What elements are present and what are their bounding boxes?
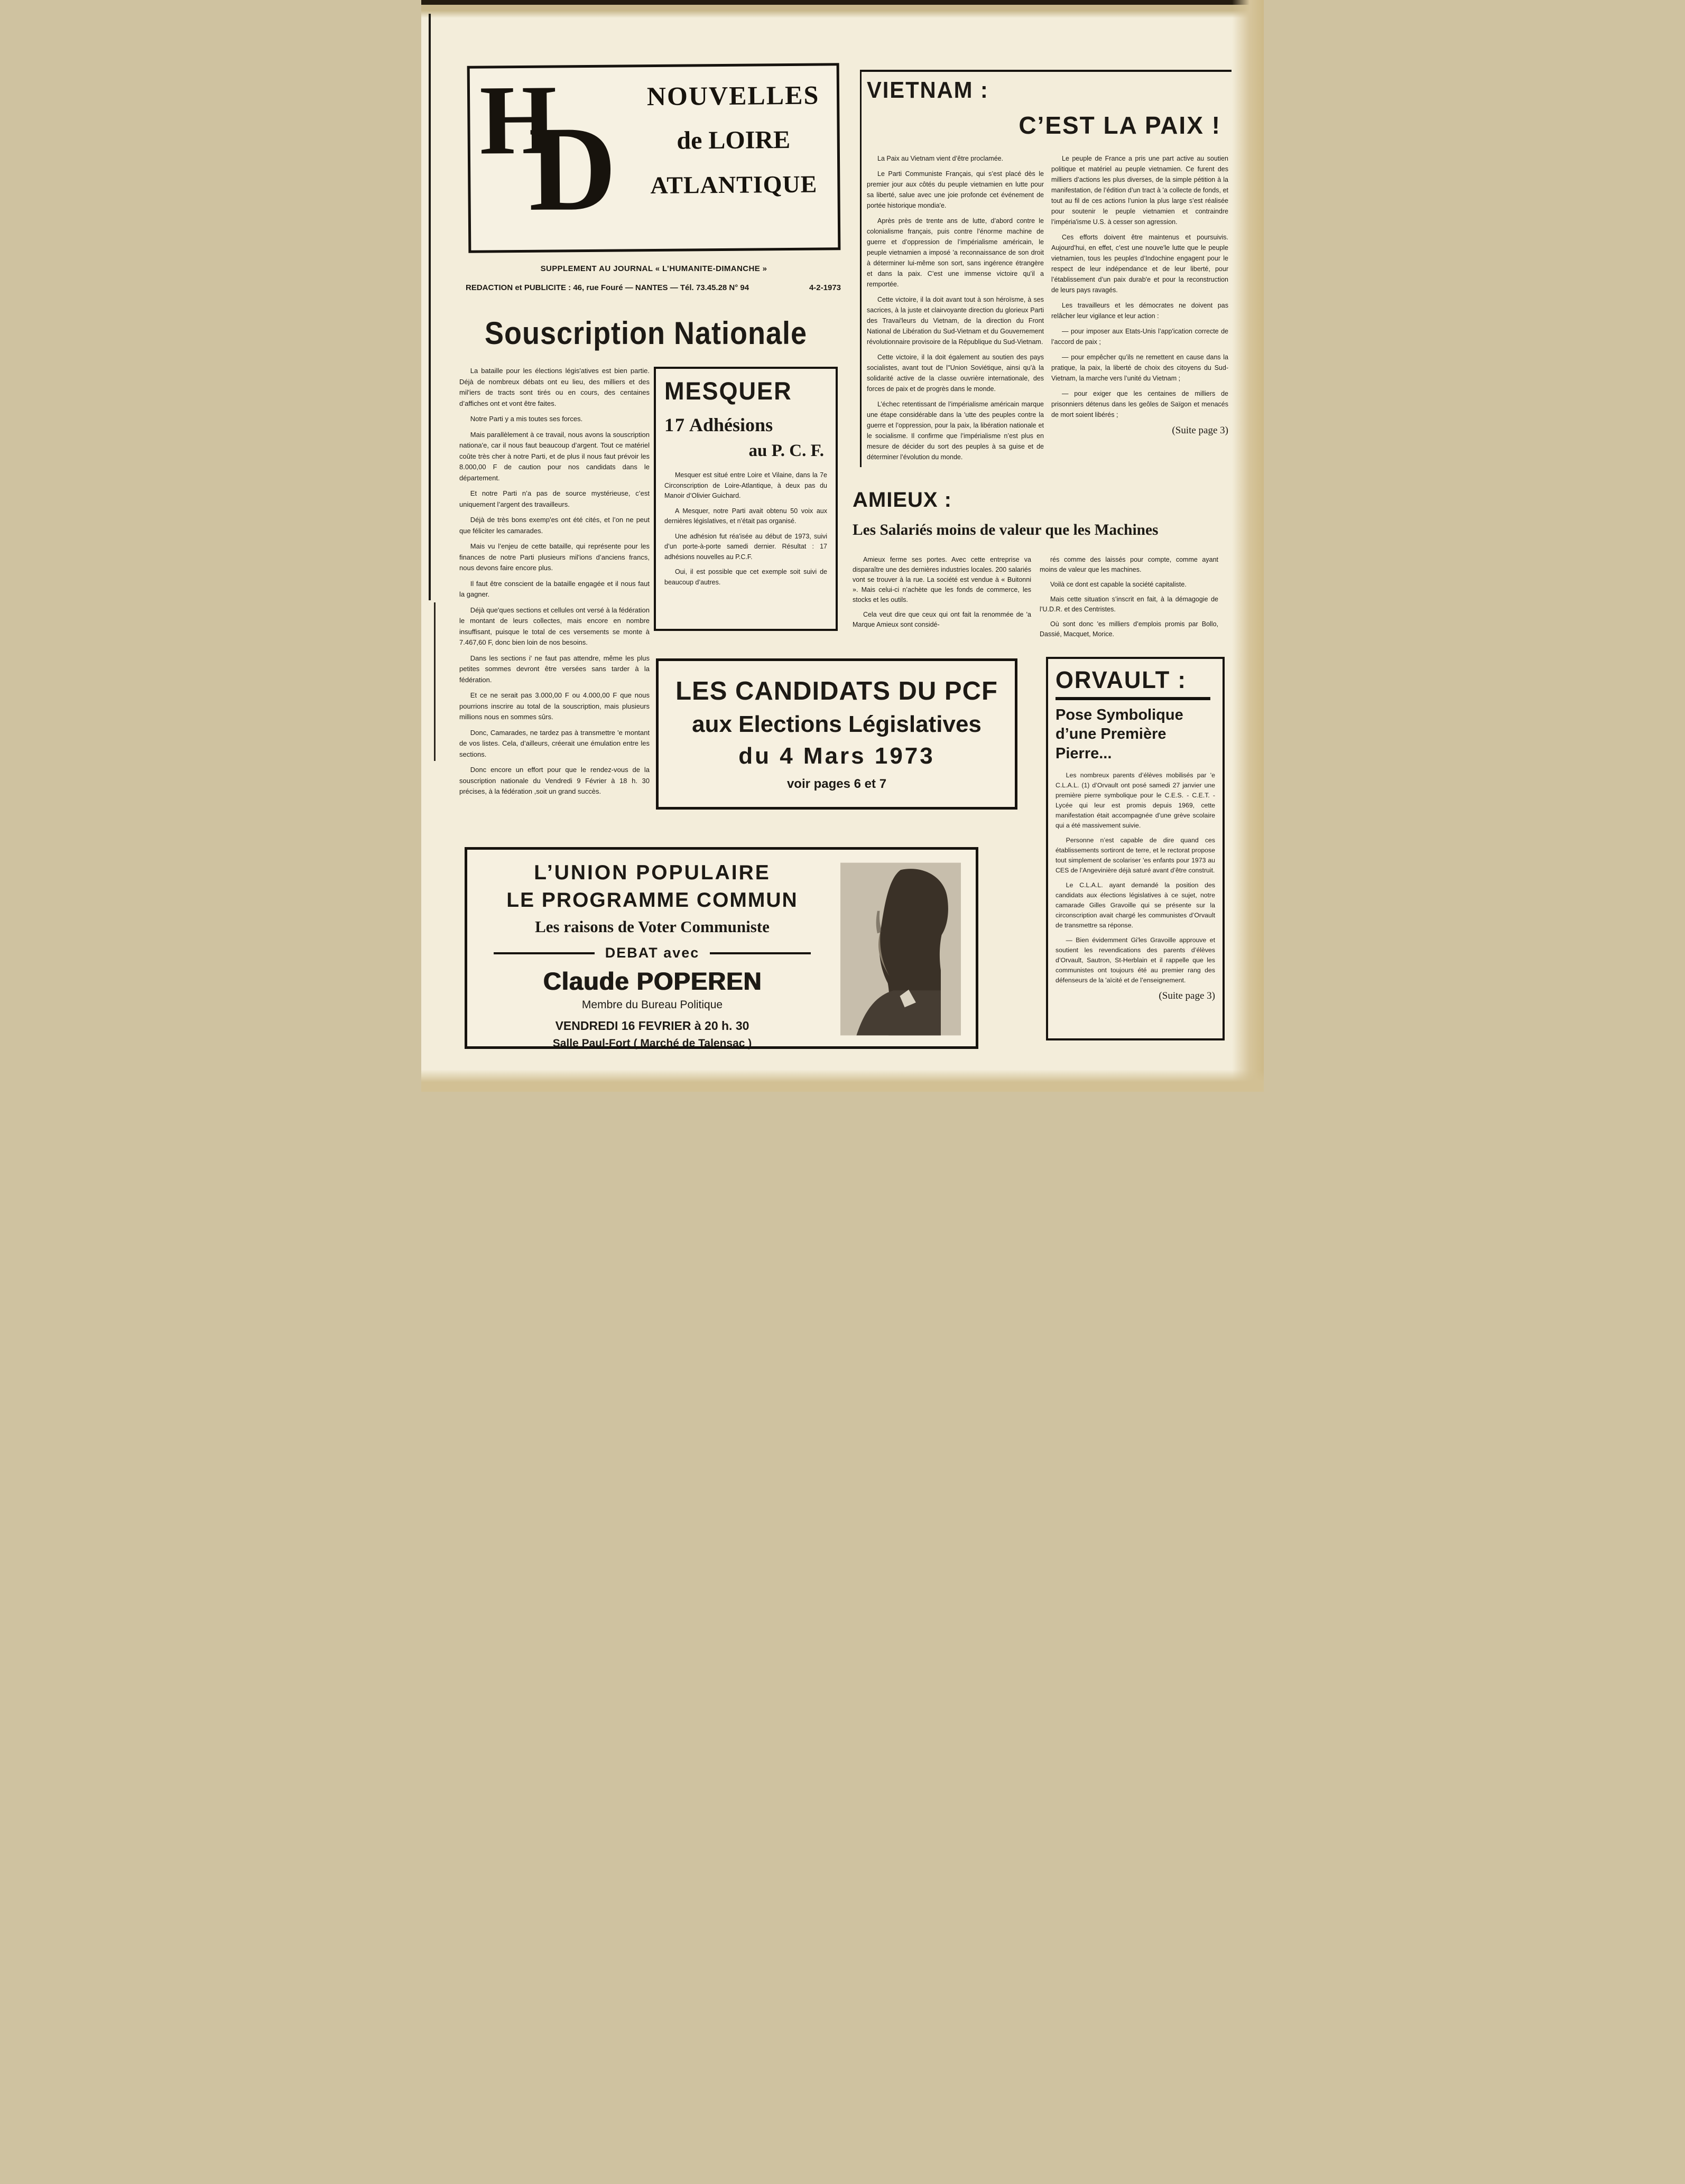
paragraph: La Paix au Vietnam vient d’être proclamée. [877,155,1004,162]
box-orvault [1046,657,1225,1040]
mesquer-count: 17 [664,414,686,435]
mesquer-subtitle-word: Adhésions [689,414,773,435]
article-amieux [853,555,1218,644]
scan-line-left-lower [434,602,436,761]
vietnam-headline-line2: C’EST LA PAIX ! [1019,111,1221,139]
masthead-title [638,79,829,199]
orvault-subtitle-line3: Pierre... [1056,745,1112,762]
speaker-photo [840,857,961,1041]
amieux-column-1 [853,555,1031,644]
paragraph: rés comme des laissés pour compte, comme ayant moins de valeur que les machines. [1040,556,1218,573]
amieux-headline: AMIEUX : [853,488,952,512]
paragraph: L’échec retentissant de l’impérialisme américain marque une étape considérable dans la 'utte des peuples contre la guerre et l’oppression, pour la paix, la libération nationale et le socialisme. Il confirme que l’impérialisme n’est plus en mesure de décider du sort des peuples à sa guise et de déterminer l’évolution du monde. [867,401,1044,461]
union-speaker-role: Membre du Bureau Politique [581,999,723,1011]
union-speaker-name: Claude POPEREN [543,967,762,995]
paragraph: — pour exiger que les centaines de milliers de prisonniers détenus dans les geôles de Saïgon et menacés de mort soient libérés ; [1051,390,1228,419]
mesquer-subtitle-1 [664,414,827,436]
hd-logo [479,64,639,236]
paragraph: La bataille pour les élections légis'atives est bien partie. Déjà de nombreux débats ont eu lieu, des milliers et des mil'iers de tracts sont tirés ou en cours, des centaines d’affiches ont et vont être faites. [459,367,650,407]
paragraph: Les nombreux parents d’élèves mobilisés par 'e C.L.A.L. (1) d’Orvault ont posé samedi 27 janvier une première pierre symbolique pour le C.E.S. - C.E.T. - Lycée qui leur est promis depuis 1969, cette manifestation était accompagnée d’une grève scolaire qui a été massivement suivie. [1056,771,1215,829]
union-debat-label: DEBAT avec [605,945,700,961]
suite-note-orvault: (Suite page 3) [1159,990,1215,1001]
vietnam-column-2 [1051,153,1228,467]
paragraph: Déjà de très bons exemp'es ont été cités, et l’on ne peut que féliciter les camarades. [459,516,650,535]
paragraph: Les travailleurs et les démocrates ne doivent pas relâcher leur vigilance et leur action : [1051,302,1228,320]
box-mesquer [654,367,838,631]
paragraph: Où sont donc 'es milliers d’emplois promis par Bollo, Dassié, Macquet, Morice. [1040,620,1218,638]
paragraph: Le C.L.A.L. ayant demandé la position des candidats aux élections législatives à ce sujet, notre camarade Gilles Gravoille qui se présente sur la circonscription avait chargé les communistes d’Orvault de transmettre sa réponse. [1056,881,1215,929]
vietnam-column-1 [867,153,1044,467]
amieux-subheadline: Les Salariés moins de valeur que les Machines [853,521,1159,538]
paragraph: Ces efforts doivent être maintenus et poursuivis. Aujourd’hui, en effet, c’est une nouve'le lutte que le peuple vietnamien, tous les peuples d’Indochine engagent pour le respect de leur indépendance et de leur liberté, pour l’établissement d’un paix durab'e et pour la reconstruction de leurs pays ravagés. [1051,234,1228,294]
article-vietnam [860,70,1232,467]
vietnam-headline-line1: VIETNAM : [867,77,989,103]
paper-edge-bottom [421,1070,1264,1092]
masthead-title-line2: de LOIRE [677,125,791,155]
redaction-line [466,283,841,292]
paragraph: Mais parallèlement à ce travail, nous avons la souscription nationa'e, car il nous faut beaucoup d’argent. Tout ce matériel coûte très cher à notre Parti, et de plus il nous faut prévoir les 8.000,00 F de caution pour nos candidats dans le département. [459,430,650,482]
orvault-subtitle [1056,705,1215,763]
mesquer-body [664,470,827,588]
paragraph: Notre Parti y a mis toutes ses forces. [470,415,583,423]
mesquer-title: MESQUER [664,377,792,405]
paragraph: — pour empêcher qu’ils ne remettent en cause dans la pratique, la paix, la liberté de choix des citoyens du Sud-Vietnam, la marche vers l’unité du Vietnam ; [1051,354,1228,382]
box-candidats [656,658,1017,810]
mesquer-subtitle-2: au P. C. F. [748,441,824,460]
candidats-line-3: du 4 Mars 1973 [738,743,935,769]
paragraph: Donc, Camarades, ne tardez pas à transmettre 'e montant de vos listes. Cela, d’ailleurs, créerait une émulation entre les sections. [459,728,650,758]
masthead-box [467,63,841,253]
candidats-line-2: aux Elections Législatives [692,711,982,737]
orvault-subtitle-line2: d’une Première [1056,726,1166,743]
masthead-title-line3: ATLANTIQUE [650,170,818,199]
article-souscription [459,366,650,802]
paragraph: Mais vu l’enjeu de cette bataille, qui représente pour les finances de notre Parti plusieurs mil'ions d’anciens francs, nous devons faire encore plus. [459,542,650,572]
union-debat-row [494,945,811,961]
candidats-line-1: LES CANDIDATS DU PCF [675,677,998,705]
paragraph: Après près de trente ans de lutte, d’abord contre le colonialisme français, puis contre l’énorme machine de guerre et d’oppression de l’impérialisme américain, le peuple vietnamien a imposé 'a reconnaissance de son droit à déterminer lui-même son sort, sans ingérence étrangère et dans la paix. C’est une immense victoire qu’il a remportée. [867,217,1044,288]
paragraph: Oui, il est possible que cet exemple soit suivi de beaucoup d’autres. [664,568,827,586]
masthead-title-line1: NOUVELLES [646,80,820,111]
union-event-venue: Salle Paul-Fort ( Marché de Talensac ) [552,1037,752,1049]
paragraph: Cette victoire, il la doit avant tout à son héroïsme, à ses sacrices, à la juste et clairvoyante direction du glorieux Parti des Travai'leurs du Vietnam, de la direction du Front National de Libération du Sud-Vietnam et du Gouvernement révolutionnaire provisoire de la République du Sud-Vietnam. [867,296,1044,346]
paragraph: Personne n’est capable de dire quand ces établissements sortiront de terre, et le rectorat propose tout simplement de scolariser 'es enfants pour 1973 au CES de l’Angevinière déjà saturé avant d’être construit. [1056,836,1215,874]
union-line-2: LE PROGRAMME COMMUN [506,889,798,912]
issue-date: 4-2-1973 [809,283,841,292]
amieux-column-2 [1040,555,1218,644]
redaction-text: REDACTION et PUBLICITE : 46, rue Fouré — NANTES — Tél. 73.45.28 N° 94 [466,283,749,292]
paragraph: Donc encore un effort pour que le rendez-vous de la souscription nationale du Vendredi 9 Février à 18 h. 30 précises, à la fédération ,soit un grand succès. [459,766,650,795]
orvault-headline: ORVAULT : [1056,666,1210,700]
logo-letter-h: H [479,64,558,175]
paragraph: Une adhésion fut réa'isée au début de 1973, suivi d’un porte-à-porte samedi dernier. Résultat : 17 adhésions nouvelles au P.C.F. [664,532,827,561]
logo-letter-d: D [528,100,617,236]
paragraph: Le Parti Communiste Français, qui s’est placé dès le premier jour aux côtés du peuple vietnamien en lutte pour sa liberté, salue avec une joie profonde cet événement de portée historique mondia'e. [867,170,1044,209]
paper-edge-top [421,0,1264,18]
union-line-1: L’UNION POPULAIRE [534,861,771,884]
paragraph: Le peuple de France a pris une part active au soutien politique et matériel au peuple vietnamien. Ce furent des milliers d’actions les plus diverses, de la simple pétition à la manifestation, de l’édition d’un tract à 'a collecte de fonds, et tout au fil de ces actions l’union la plus large s’est réalisée pour soutenir le peuple vietnamien et contraindre l’impéria'isme U.S. à cesser son agression. [1051,155,1228,226]
newspaper-page [421,0,1264,1092]
paragraph: Dans les sections i' ne faut pas attendre, même les plus petites sommes devront être versées sans tarder à la fédération. [459,654,650,684]
paragraph: Il faut être conscient de la bataille engagée et il nous faut la gagner. [459,579,650,598]
paragraph: Et notre Parti n’a pas de source mystérieuse, c’est uniquement l’argent des travailleurs. [459,489,650,508]
candidats-line-4: voir pages 6 et 7 [786,777,887,791]
paragraph: Voilà ce dont est capable la société capitaliste. [1050,581,1187,588]
paragraph: Cela veut dire que ceux qui ont fait la renommée de 'a Marque Amieux sont considé- [853,611,1031,628]
debat-rule-right [710,952,811,954]
debat-rule-left [494,952,595,954]
paragraph: — Bien évidemment Gi'les Gravoille approuve et soutient les revendications des parents d’élèves d’Orvault, Sautron, St-Herblain et il rappelle que les communistes ont toujours été au premier rang des défenseurs de la 'aïcité et de l’enseignement. [1056,936,1215,984]
paragraph: Amieux ferme ses portes. Avec cette entreprise va disparaître une des dernières industries locales. 200 salariés vont se trouver à la rue. La société est vendue à « Buitonni ». Mais celui-ci n’achète que les fonds de commerce, les stocks et les outils. [853,556,1031,603]
orvault-body [1056,770,1215,1001]
paragraph: A Mesquer, notre Parti avait obtenu 50 voix aux dernières législatives, et n’était pas organisé. [664,507,827,525]
union-event-datetime: VENDREDI 16 FEVRIER à 20 h. 30 [555,1019,749,1033]
union-text-block [478,861,827,1050]
paragraph: Déjà que'ques sections et cellules ont versé à la fédération le montant de leurs collectes, mais encore en nombre insuffisant, puisque le total de ces versements se monte à 7.467,60 F, donc bien loin de nos besoins. [459,606,650,646]
paragraph: Cette victoire, il la doit également au soutien des pays socialistes, avant tout de l''Union Soviétique, ainsi qu’à la solidarité active de la classe ouvrière internationale, des forces de paix et de progrès dans le monde. [867,354,1044,393]
paragraph: Mais cette situation s’inscrit en fait, à la démagogie de l’U.D.R. et des Centristes. [1040,596,1218,613]
union-line-3: Les raisons de Voter Communiste [535,917,770,936]
portrait-silhouette [840,857,961,1041]
souscription-title: Souscription Nationale [485,315,808,351]
box-union-populaire [465,847,978,1049]
paragraph: Et ce ne serait pas 3.000,00 F ou 4.000,00 F que nous pourrions inscrire au total de la souscription, mais plusieurs millions nous en sommes sûrs. [459,691,650,721]
orvault-subtitle-line1: Pose Symbolique [1056,707,1183,723]
supplement-line: SUPPLEMENT AU JOURNAL « L’HUMANITE-DIMANCHE » [540,264,767,273]
paragraph: Mesquer est situé entre Loire et Vilaine, dans la 7e Circonscription de Loire-Atlantique, à deux pas du Manoir d’Olivier Guichard. [664,471,827,499]
suite-note-vietnam: (Suite page 3) [1172,425,1228,436]
paper-edge-right [1232,0,1264,1092]
paragraph: — pour imposer aux Etats-Unis l’app'ication correcte de l’accord de paix ; [1051,328,1228,346]
scan-line-left [429,14,431,600]
